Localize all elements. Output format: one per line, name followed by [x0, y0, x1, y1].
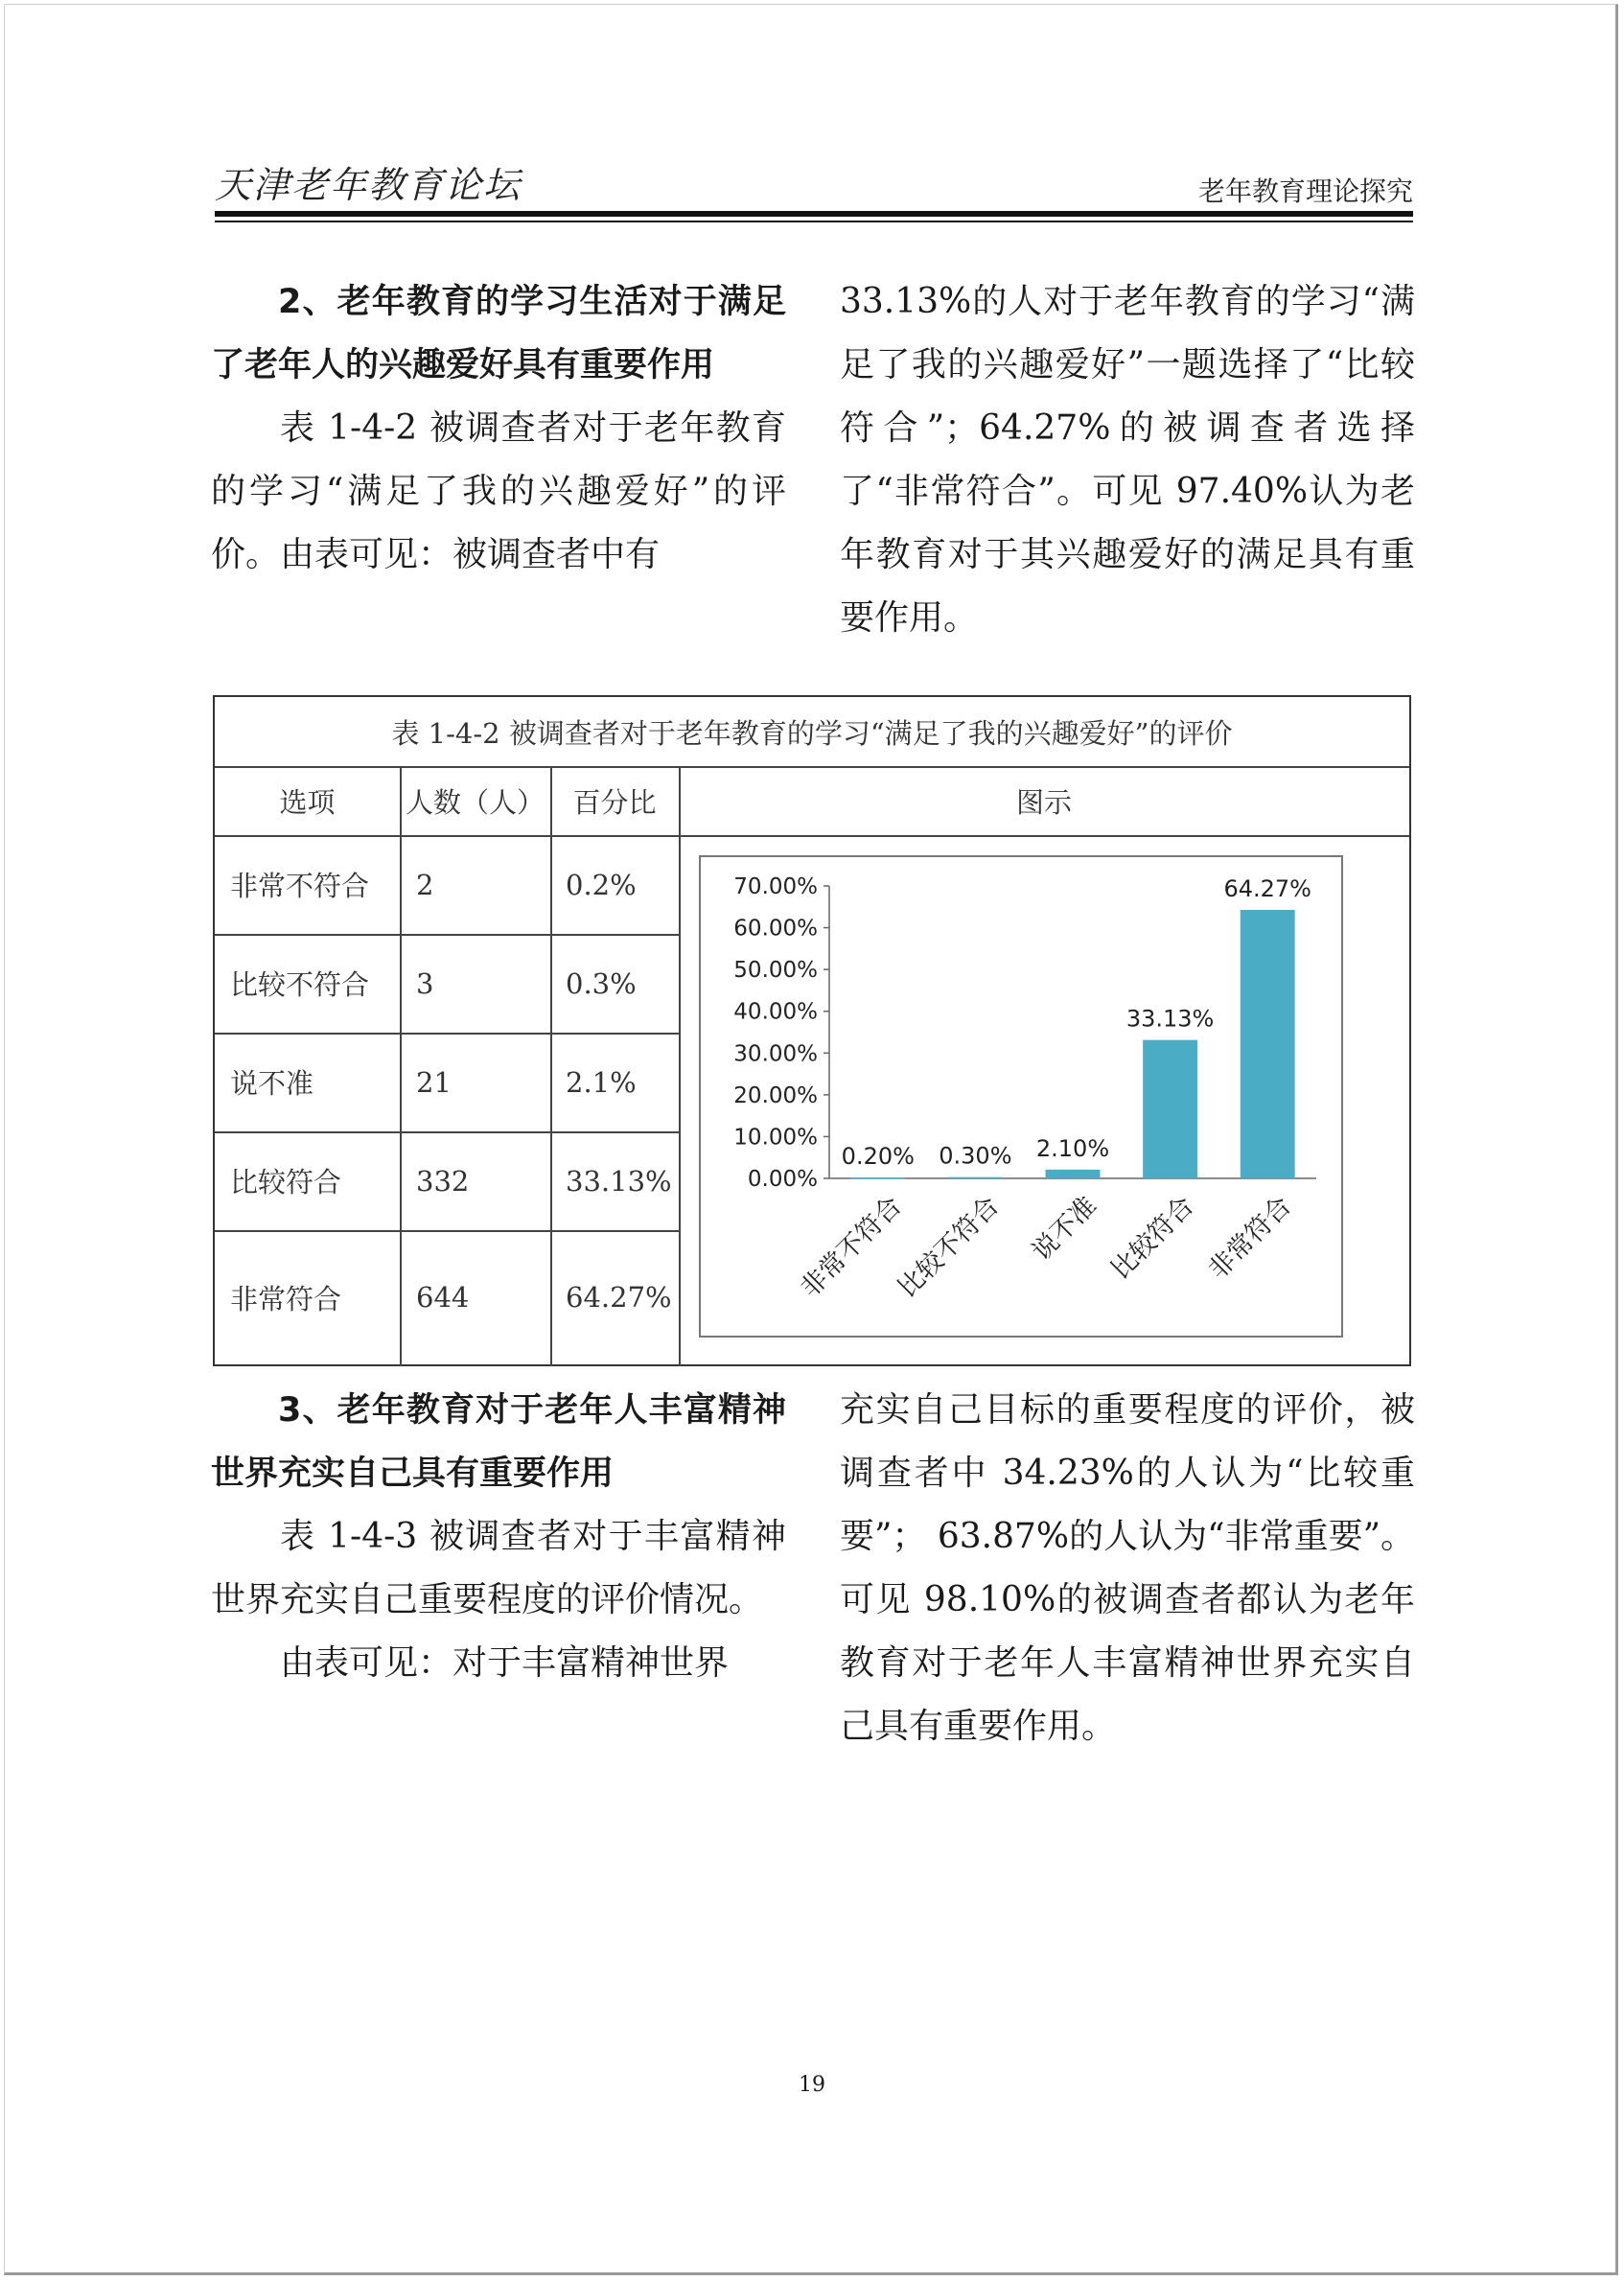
bar-3	[1046, 1170, 1101, 1178]
bar-chart	[701, 857, 1341, 1336]
y-tick-label: 30.00%	[733, 1041, 818, 1067]
chart-container	[699, 855, 1343, 1338]
row-option: 比较符合	[230, 1166, 342, 1199]
y-tick-label: 50.00%	[733, 958, 818, 984]
row-option: 非常符合	[230, 1282, 342, 1315]
row-percent: 64.27%	[566, 1281, 672, 1314]
header-percent: 百分比	[572, 785, 657, 819]
section-title: 老年教育理论探究	[1197, 175, 1413, 207]
bar-5	[1241, 910, 1295, 1178]
section3-left-column	[211, 1379, 786, 1695]
header-option: 选项	[279, 785, 336, 819]
header-rule	[215, 211, 1413, 217]
row-percent: 0.3%	[566, 966, 637, 1000]
section2-left-column	[211, 270, 786, 587]
page-number: 19	[799, 2073, 825, 2097]
row-percent: 0.2%	[566, 868, 637, 901]
header-count: 人数（人）	[405, 785, 545, 819]
section2-para2: 33.13%的人对于老年教育的学习“满足了我的兴趣爱好”一题选择了“比较符合”；64.27%的被调查者选择了“非常符合”。可见 97.40%认为老年教育对于其兴趣爱好的满足具有重要作用。	[840, 282, 1415, 638]
x-category-label: 非常符合	[1202, 1191, 1298, 1286]
data-label: 64.27%	[1223, 874, 1311, 902]
section3-right-column	[840, 1379, 1415, 1758]
row-count: 3	[416, 966, 434, 1000]
data-label: 0.30%	[939, 1142, 1012, 1170]
journal-logo: 天津老年教育论坛	[215, 164, 522, 206]
y-tick-label: 10.00%	[733, 1125, 818, 1151]
row-option: 非常不符合	[230, 870, 370, 902]
row-option: 说不准	[230, 1067, 314, 1100]
bar-1	[850, 1177, 905, 1179]
data-label: 2.10%	[1035, 1134, 1110, 1162]
x-category-label: 比较符合	[1105, 1191, 1200, 1286]
header-chart: 图示	[1015, 785, 1072, 819]
section2-right-column	[840, 270, 1415, 650]
y-tick-label: 70.00%	[733, 874, 818, 899]
row-percent: 33.13%	[566, 1164, 672, 1198]
evaluation-table	[213, 695, 1411, 1366]
bar-2	[948, 1177, 1003, 1179]
data-label: 33.13%	[1125, 1005, 1215, 1033]
section2-heading: 2、老年教育的学习生活对于满足了老年人的兴趣爱好具有重要作用	[211, 283, 786, 384]
data-label: 0.20%	[841, 1143, 915, 1171]
table-caption: 表 1-4-2 被调查者对于老年教育的学习“满足了我的兴趣爱好”的评价	[391, 716, 1233, 750]
header-rule-thin	[215, 221, 1413, 222]
x-category-label: 非常不符合	[795, 1191, 908, 1304]
row-percent: 2.1%	[566, 1065, 637, 1099]
row-count: 2	[416, 868, 434, 901]
section3-para2: 由表可见：对于丰富精神世界	[280, 1643, 730, 1683]
row-count: 21	[416, 1065, 452, 1099]
section2-para1: 表 1-4-2 被调查者对于老年教育的学习“满足了我的兴趣爱好”的评价。由表可见：被调查者中有	[211, 408, 786, 574]
section3-heading: 3、老年教育对于老年人丰富精神世界充实自己具有重要作用	[211, 1391, 786, 1493]
x-category-label: 说不准	[1026, 1191, 1102, 1268]
section3-para3: 充实自己目标的重要程度的评价，被调查者中 34.23%的人认为“比较重要”； 63.87%的人认为“非常重要”。可见 98.10%的被调查者都认为老年教育对于老年人丰富精神世界充实自己具有重要作用。	[840, 1390, 1415, 1746]
y-tick-label: 0.00%	[747, 1167, 818, 1192]
bar-4	[1143, 1040, 1197, 1178]
section3-para1: 表 1-4-3 被调查者对于丰富精神世界充实自己重要程度的评价情况。	[211, 1517, 786, 1619]
y-tick-label: 60.00%	[733, 916, 818, 942]
row-count: 644	[416, 1281, 470, 1314]
y-tick-label: 20.00%	[733, 1082, 818, 1108]
x-category-label: 比较不符合	[892, 1191, 1006, 1304]
row-count: 332	[416, 1164, 470, 1198]
y-tick-label: 40.00%	[733, 999, 818, 1025]
row-option: 比较不符合	[230, 968, 370, 1001]
